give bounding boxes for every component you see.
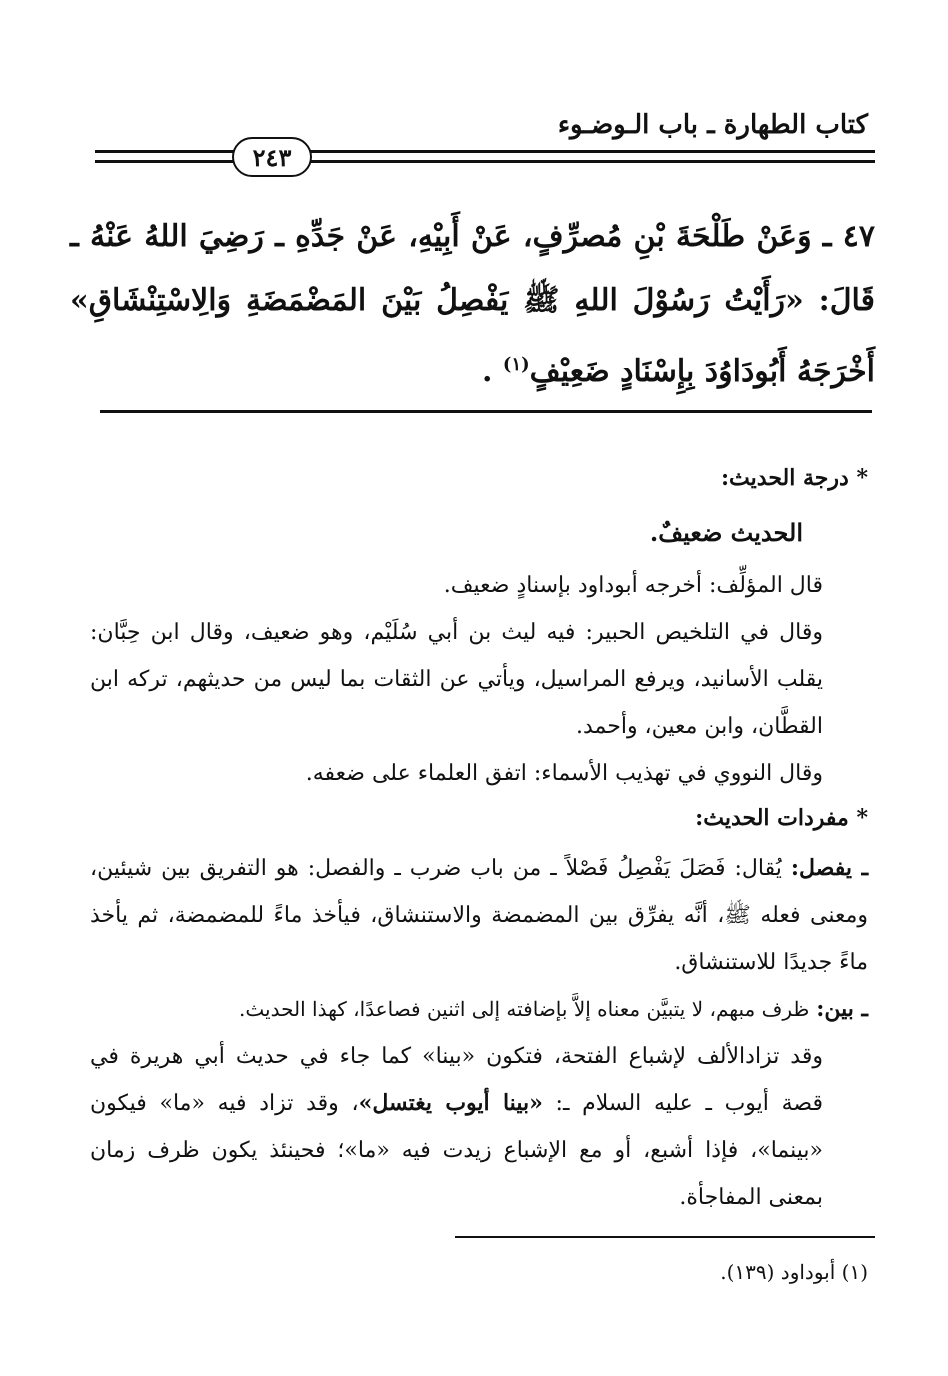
vocab-paragraph-bayna-detail [90,1033,868,1221]
header-rule-bottom-right [310,160,875,163]
grade-heading: * درجة الحديث: [720,465,868,491]
grade-body [90,562,868,797]
grade-paragraph-3: وقال النووي في تهذيب الأسماء: اتفق العلماء على ضعفه. [305,761,823,786]
vocab-entry-yafsil [90,845,868,986]
vocab-body [90,845,868,1221]
footnote-reference: (١) [502,354,530,375]
grade-paragraph-1: قال المؤلِّف: أخرجه أبوداود بإسنادٍ ضعيف. [443,573,823,598]
page-number-badge [232,137,312,177]
vocab-heading: * مفردات الحديث: [695,805,868,831]
hadith-end: . [482,354,503,389]
vocab-text-a: وقد تزادالألف لإشباع الفتحة، فتكون «بينا» كما جاء في حديث أبي هريرة في قصة أيوب ـ عليه السلام ـ: [90,1044,823,1116]
vocab-text-yafsil: يُقال: فَصَلَ يَفْصِلُ فَصْلاً ـ من باب ضرب ـ والفصل: هو التفريق بين شيئين، ومعنى فعله ﷺ، أنَّه يفرِّق بين المضمضة والاستنشاق، فيأخذ ماءً للمضمضة، ثم يأخذ ماءً جديدًا للاستنشاق. [90,856,868,975]
vocab-quote: «بينا أيوب يغتسل» [358,1090,543,1116]
hadith-separator [100,410,872,413]
footnote-rule [455,1236,875,1238]
header-rule-top [95,150,235,153]
grade-verdict: الحديث ضعيفٌ. [649,518,803,547]
running-title: كتاب الطهارة ـ باب الـوضـوء [557,110,868,140]
hadith-text [70,205,875,404]
vocab-term-bayna: ـ بين: [816,996,868,1022]
vocab-text-b: ، وقد تزاد فيه «ما» فيكون «بينما»، فإذا أشبع، أو مع الإشباع زيدت فيه «ما»؛ فحينئذ يكون ظرف زمان بمعنى المفاجأة. [90,1091,823,1210]
hadith-number: ٤٧ ـ [822,219,875,254]
header-rule-bottom [95,160,235,163]
hadith-body: وَعَنْ طَلْحَةَ بْنِ مُصرِّفٍ، عَنْ أَبِيْهِ، عَنْ جَدِّهِ ـ رَضِيَ اللهُ عَنْهُ ـ قَالَ: «رَأَيْتُ رَسُوْلَ اللهِ ﷺ يَفْصِلُ بَيْنَ المَضْمَضَةِ وَالِاسْتِنْشَاقِ» أَخْرَجَهُ أَبُودَاوُدَ بِإِسْنَادٍ ضَعِيْفٍ [70,219,875,389]
header-rule-top-right [310,150,875,153]
footnote: (١) أبوداود (١٣٩). [720,1260,868,1284]
vocab-entry-bayna [90,986,868,1033]
vocab-text-bayna: ظرف مبهم، لا يتبيَّن معناه إلاَّ بإضافته إلى اثنين فصاعدًا، كهذا الحديث. [239,997,810,1021]
vocab-term-yafsil: ـ يفصل: [790,855,869,881]
page-number: ٢٤٣ [252,142,292,172]
grade-paragraph-2: وقال في التلخيص الحبير: فيه ليث بن أبي سُلَيْم، وهو ضعيف، وقال ابن حِبَّان: يقلب الأسانيد، ويرفع المراسيل، ويأتي عن الثقات بما ليس من حديثهم، تركه ابن القطَّان، وابن معين، وأحمد. [90,620,823,739]
